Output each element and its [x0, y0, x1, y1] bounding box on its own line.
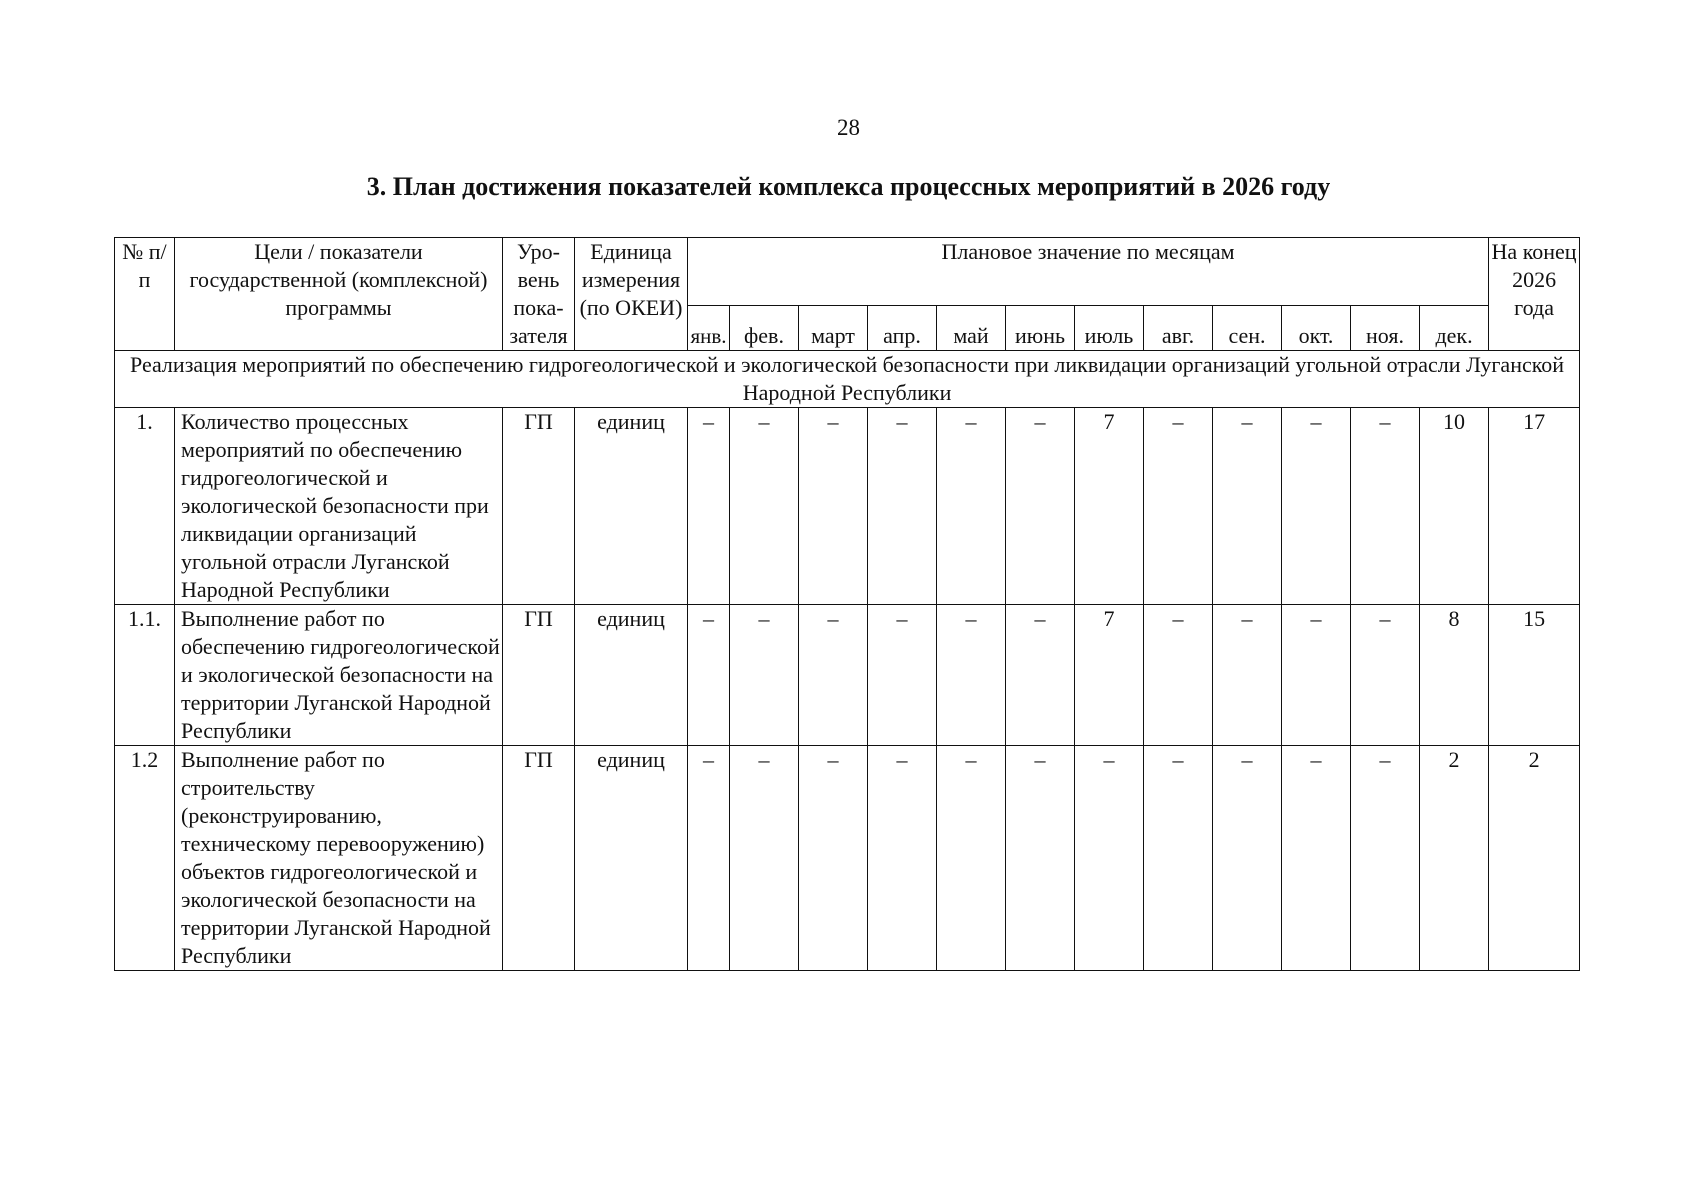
row-end-of-year: 17	[1489, 408, 1580, 605]
row-month-value: –	[1006, 746, 1075, 971]
row-unit: единиц	[575, 605, 688, 746]
row-month-value: –	[1282, 605, 1351, 746]
row-month-value: –	[1144, 605, 1213, 746]
row-goal: Выполнение работ по обеспечению гидрогеологической и экологической безопасности на территории Луганской Народной Республики	[175, 605, 503, 746]
table-row	[115, 746, 1580, 971]
plan-table	[114, 237, 1580, 971]
row-month-value: –	[868, 605, 937, 746]
header-month: май	[937, 306, 1006, 351]
row-month-value: –	[1006, 605, 1075, 746]
table-row	[115, 605, 1580, 746]
row-month-value: –	[868, 746, 937, 971]
page-title: 3. План достижения показателей комплекса процессных мероприятий в 2026 году	[366, 172, 1331, 201]
row-month-value: –	[730, 408, 799, 605]
row-month-value: –	[688, 408, 730, 605]
row-month-value: –	[730, 746, 799, 971]
row-level: ГП	[503, 408, 575, 605]
header-num: № п/п	[115, 238, 175, 351]
row-month-value: –	[688, 746, 730, 971]
header-month: март	[799, 306, 868, 351]
page-number: 28	[837, 115, 860, 140]
row-end-of-year: 2	[1489, 746, 1580, 971]
row-month-value: –	[1213, 408, 1282, 605]
header-month: дек.	[1420, 306, 1489, 351]
row-month-value: –	[1282, 746, 1351, 971]
row-month-value: –	[1351, 605, 1420, 746]
header-month: фев.	[730, 306, 799, 351]
row-month-value: –	[730, 605, 799, 746]
row-month-value: 7	[1075, 408, 1144, 605]
row-month-value: –	[1351, 746, 1420, 971]
row-month-value: –	[799, 746, 868, 971]
row-month-value: –	[1213, 746, 1282, 971]
header-goal: Цели / показатели государственной (комплексной) программы	[175, 238, 503, 351]
row-month-value: 7	[1075, 605, 1144, 746]
row-month-value: –	[937, 408, 1006, 605]
row-month-value: –	[1075, 746, 1144, 971]
row-unit: единиц	[575, 746, 688, 971]
row-goal: Выполнение работ по строительству (реконструированию, техническому перевооружению) объектов гидрогеологической и экологической безопасности на территории Луганской Народной Республики	[175, 746, 503, 971]
row-month-value: –	[1144, 408, 1213, 605]
row-month-value: –	[1006, 408, 1075, 605]
row-end-of-year: 15	[1489, 605, 1580, 746]
row-num: 1.2	[115, 746, 175, 971]
row-unit: единиц	[575, 408, 688, 605]
row-num: 1.	[115, 408, 175, 605]
row-month-value: –	[1351, 408, 1420, 605]
row-num: 1.1.	[115, 605, 175, 746]
row-month-value: –	[937, 746, 1006, 971]
row-month-value: –	[1282, 408, 1351, 605]
table-header-row	[115, 238, 1580, 306]
row-month-value: –	[868, 408, 937, 605]
header-month: сен.	[1213, 306, 1282, 351]
header-level: Уро-вень пока-зателя	[503, 238, 575, 351]
section-title: Реализация мероприятий по обеспечению гидрогеологической и экологической безопасности при ликвидации организаций угольной отрасли Луганской Народной Республики	[115, 351, 1580, 408]
header-month: авг.	[1144, 306, 1213, 351]
section-row	[115, 351, 1580, 408]
table-row	[115, 408, 1580, 605]
header-unit: Единица измерения (по ОКЕИ)	[575, 238, 688, 351]
header-month: июль	[1075, 306, 1144, 351]
header-month: окт.	[1282, 306, 1351, 351]
header-month: июнь	[1006, 306, 1075, 351]
row-level: ГП	[503, 605, 575, 746]
header-plan-by-month: Плановое значение по месяцам	[688, 238, 1489, 306]
row-level: ГП	[503, 746, 575, 971]
header-month: апр.	[868, 306, 937, 351]
row-month-value: –	[688, 605, 730, 746]
header-month: янв.	[688, 306, 730, 351]
row-month-value: 2	[1420, 746, 1489, 971]
row-month-value: –	[937, 605, 1006, 746]
row-month-value: –	[799, 408, 868, 605]
row-month-value: –	[1144, 746, 1213, 971]
header-end-of-year: На конец 2026 года	[1489, 238, 1580, 351]
row-month-value: 8	[1420, 605, 1489, 746]
row-goal: Количество процессных мероприятий по обеспечению гидрогеологической и экологической безопасности при ликвидации организаций угольной отрасли Луганской Народной Республики	[175, 408, 503, 605]
row-month-value: –	[799, 605, 868, 746]
row-month-value: 10	[1420, 408, 1489, 605]
header-month: ноя.	[1351, 306, 1420, 351]
row-month-value: –	[1213, 605, 1282, 746]
